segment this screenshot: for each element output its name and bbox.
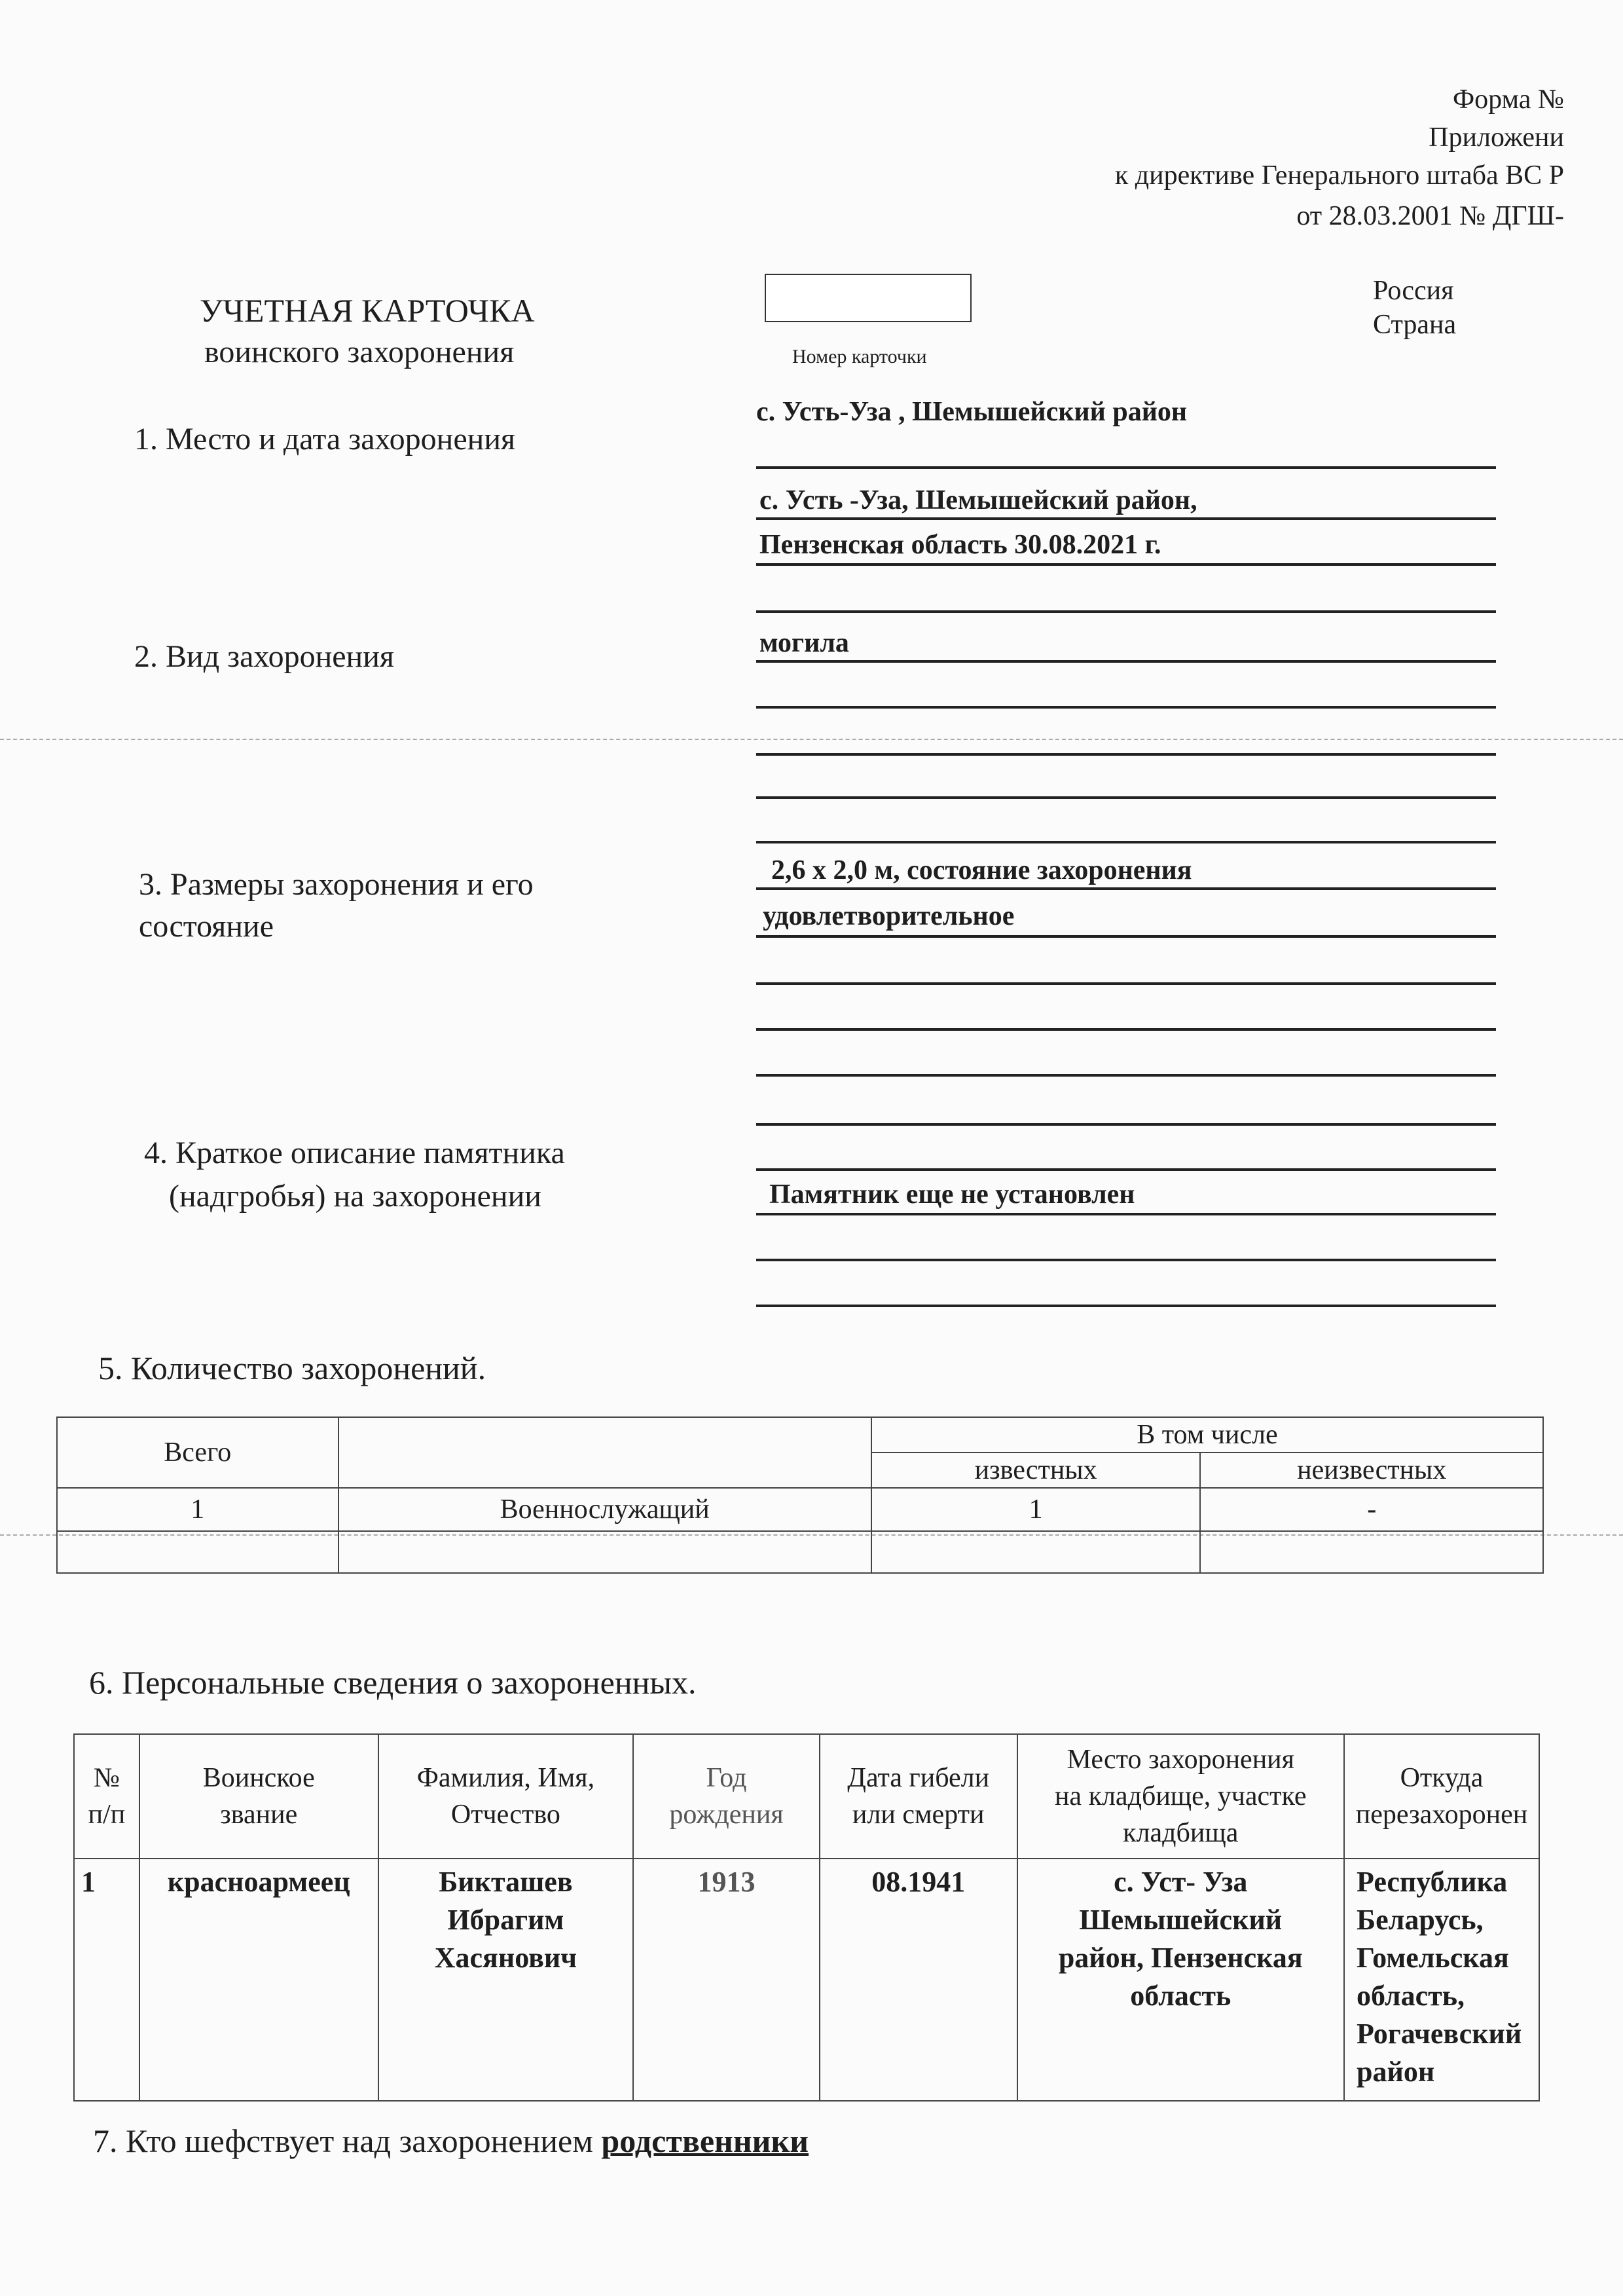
header-including: В том числе (871, 1417, 1543, 1453)
section-4-value: Памятник еще не установлен (769, 1179, 1135, 1210)
cell-death-date: 08.1941 (820, 1859, 1017, 2101)
fill-line (756, 1123, 1496, 1126)
section-3-label: 3. Размеры захоронения и его (139, 867, 534, 902)
section-3-value: 2,6 х 2,0 м, состояние захоронения (771, 855, 1192, 885)
fill-line (756, 1028, 1496, 1031)
fill-line (756, 935, 1496, 938)
section-3-value: удовлетворительное (763, 901, 1015, 931)
header-birth-year: Год рождения (633, 1734, 820, 1859)
fill-line (756, 660, 1496, 663)
section-7-label: 7. Кто шефствует над захоронением (93, 2122, 593, 2159)
cell-birth-year: 1913 (633, 1859, 820, 2101)
country-value: Россия (1373, 276, 1454, 306)
card-number-field[interactable] (765, 274, 972, 322)
cell-total: 1 (57, 1488, 338, 1531)
card-title: УЧЕТНАЯ КАРТОЧКА (200, 292, 535, 329)
header-total: Всего (57, 1417, 338, 1488)
header-unknown: неизвестных (1200, 1453, 1543, 1488)
fill-line (756, 887, 1496, 890)
cell-empty (871, 1531, 1201, 1573)
section-6-title: 6. Персональные сведения о захороненных. (89, 1664, 697, 1701)
burial-count-table (56, 1416, 1544, 1574)
section-1-value: с. Усть-Уза , Шемышейский район (756, 397, 1188, 427)
fill-line (756, 706, 1496, 709)
form-number: Форма № (1452, 84, 1564, 115)
section-4-label: (надгробья) на захоронении (169, 1179, 541, 1213)
header-rank: Воинское звание (139, 1734, 378, 1859)
fill-line (756, 517, 1496, 520)
section-1-value: с. Усть -Уза, Шемышейский район, (759, 485, 1197, 515)
header-known: известных (871, 1453, 1201, 1488)
fill-line (756, 753, 1496, 756)
section-1-value: Пензенская область 30.08.2021 г. (759, 530, 1161, 560)
personal-info-table (73, 1733, 1540, 2102)
section-7-value: родственники (601, 2122, 809, 2159)
cell-rank: красноармеец (139, 1859, 378, 2101)
fill-line (756, 1213, 1496, 1215)
section-2-label: 2. Вид захоронения (134, 639, 395, 674)
fill-line (756, 563, 1496, 566)
fill-line (756, 466, 1496, 469)
section-2-value: могила (759, 628, 849, 658)
cell-empty (338, 1531, 871, 1573)
section-1-label: 1. Место и дата захоронения (134, 422, 516, 456)
cell-reburied-from: Республика Беларусь, Гомельская область, Рогачевский район (1344, 1859, 1539, 2101)
section-7 (93, 2122, 809, 2160)
cell-full-name: Бикташев Ибрагим Хасянович (378, 1859, 634, 2101)
fill-line (756, 1305, 1496, 1307)
cell-empty (1200, 1531, 1543, 1573)
cell-known: 1 (871, 1488, 1201, 1531)
section-5-title: 5. Количество захоронений. (98, 1350, 486, 1386)
card-number-label: Номер карточки (792, 346, 927, 367)
header-reburied-from: Откуда перезахоронен (1344, 1734, 1539, 1859)
fill-line (756, 841, 1496, 843)
cell-empty (57, 1531, 338, 1573)
section-3-label: состояние (139, 909, 274, 944)
section-4-label: 4. Краткое описание памятника (144, 1136, 565, 1170)
fold-line (0, 739, 1623, 740)
header-blank (338, 1417, 871, 1488)
header-death-date: Дата гибели или смерти (820, 1734, 1017, 1859)
cell-burial-place: с. Уст- Уза Шемышейский район, Пензенская область (1017, 1859, 1345, 2101)
fill-line (756, 1074, 1496, 1077)
card-subtitle: воинского захоронения (204, 335, 515, 369)
cell-number: 1 (74, 1859, 139, 2101)
appendix-label: Приложени (1429, 122, 1564, 153)
fill-line (756, 1168, 1496, 1171)
fill-line (756, 1259, 1496, 1261)
cell-unknown: - (1200, 1488, 1543, 1531)
fill-line (756, 982, 1496, 985)
country-label: Страна (1373, 310, 1457, 340)
header-number: № п/п (74, 1734, 139, 1859)
header-full-name: Фамилия, Имя, Отчество (378, 1734, 634, 1859)
fill-line (756, 796, 1496, 799)
header-burial-place: Место захоронения на кладбище, участке кладбища (1017, 1734, 1345, 1859)
directive-date: от 28.03.2001 № ДГШ- (1296, 201, 1564, 231)
fill-line (756, 610, 1496, 613)
directive-reference: к директиве Генерального штаба ВС Р (1114, 160, 1564, 191)
cell-category: Военнослужащий (338, 1488, 871, 1531)
